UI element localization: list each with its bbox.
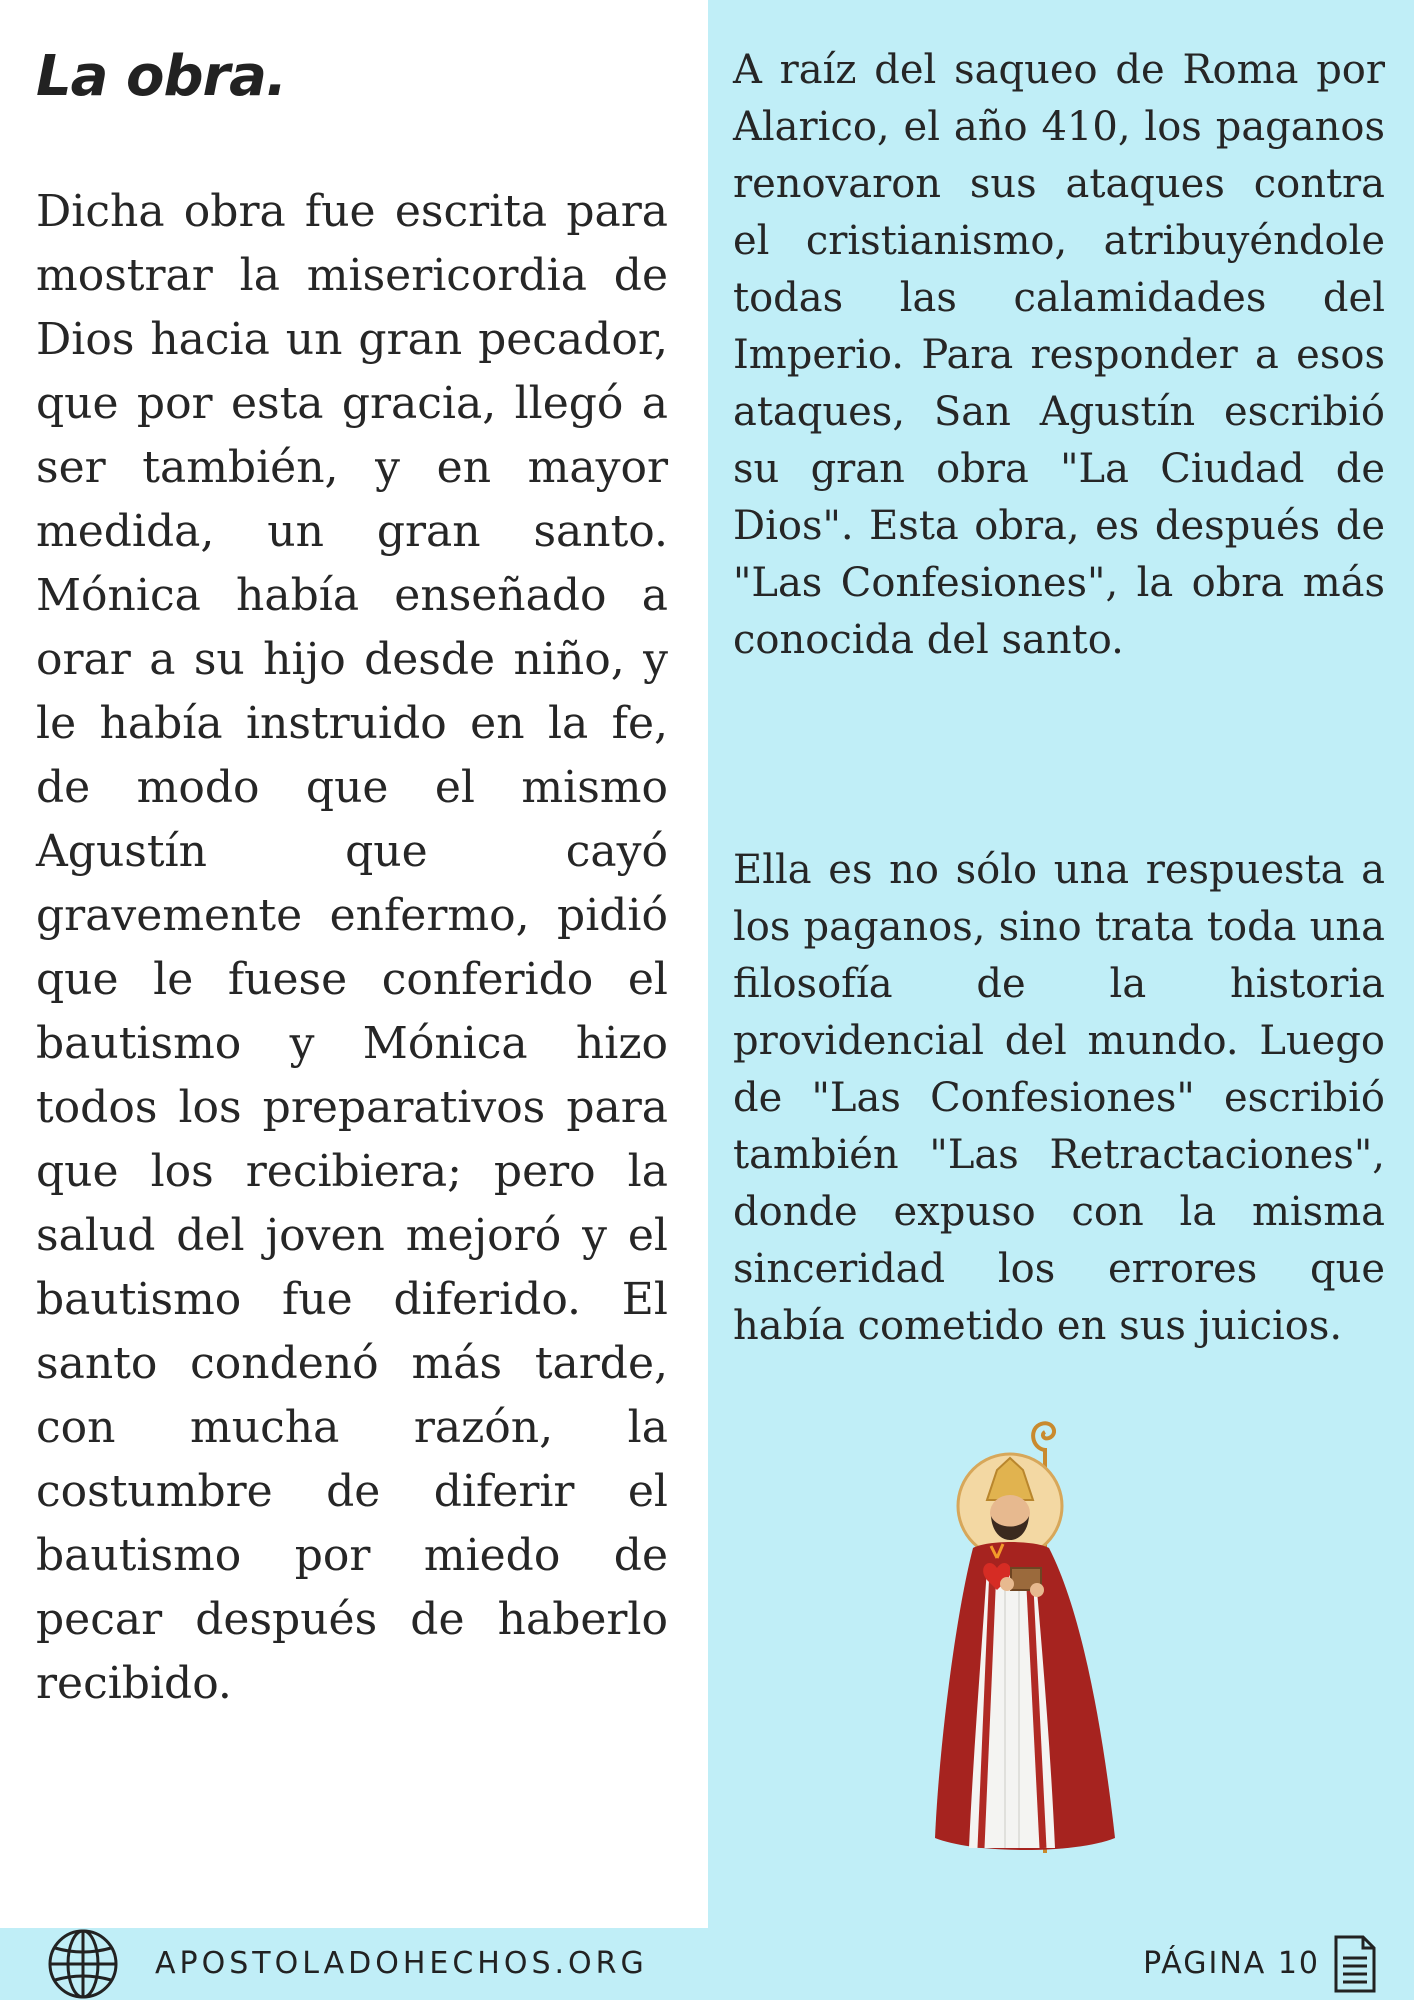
page-title: La obra. [36,44,287,109]
left-column [0,0,708,1928]
left-body-text: Dicha obra fue escrita para mostrar la misericordia de Dios hacia un gran pecador, que por esta gracia, llegó a ser también, y en mayor medida, un gran santo. Mónica había enseñado a orar a su hijo desde niño, y le había instruido en la fe, de modo que el mismo Agustín que cayó gravemente enfermo, pidió que le fuese conferido el bautismo y Mónica hizo todos los preparativos para que los recibiera; pero la salud del joven mejoró y el bautismo fue diferido. El santo condenó más tarde, con mucha razón, la costumbre de diferir el bautismo por miedo de pecar después de haberlo recibido. [36,186,668,1709]
document-icon [1333,1934,1377,1994]
saint-augustine-illustration [925,1418,1125,1858]
website-link[interactable]: APOSTOLADOHECHOS.ORG [155,1946,648,1981]
right-column [708,0,1414,1928]
right-paragraph-1: A raíz del saqueo de Roma por Alarico, el año 410, los paganos renovaron sus ataques contra el cristianismo, atribuyéndole todas las calamidades del Imperio. Para responder a esos ataques, San Agustín escribió su gran obra "La Ciudad de Dios". Esta obra, es después de "Las Confesiones", la obra más conocida del santo. [733,47,1385,663]
right-paragraph-2: Ella es no sólo una respuesta a los paganos, sino trata toda una filosofía de la historia providencial del mundo. Luego de "Las Confesiones" escribió también "Las Retractaciones", donde expuso con la misma sinceridad los errores que había cometido en sus juicios. [733,847,1385,1349]
globe-icon [47,1928,119,2000]
footer [0,1928,1414,2000]
page-number: PÁGINA 10 [1143,1946,1320,1981]
